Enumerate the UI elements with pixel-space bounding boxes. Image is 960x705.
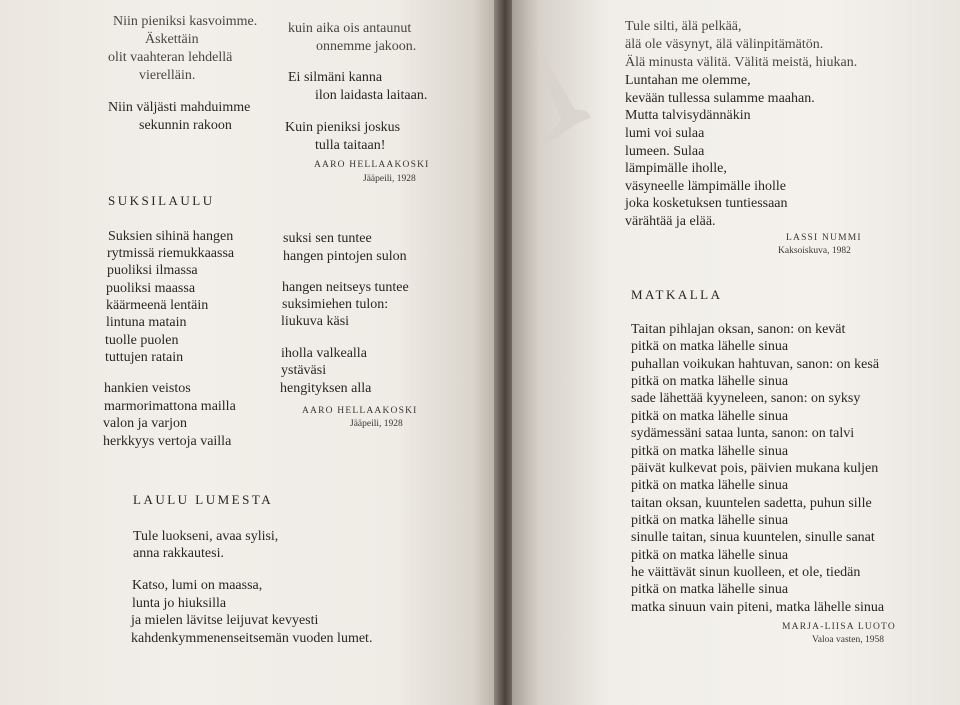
poem-line: ilon laidasta laitaan. [315,88,428,103]
poem-line: taitan oksan, kuuntelen sadetta, puhun sille [631,496,872,511]
poem-line: vierelläin. [139,68,196,83]
poem-line: Suksien sihinä hangen [108,229,234,244]
poem-line: rytmissä riemukkaassa [107,246,235,261]
poem-line: Äskettäin [145,32,199,47]
poem-line: pitkä on matka lähelle sinua [631,409,789,424]
poem-line: he väittävät sinun kuolleen, et ole, tiedän [631,565,861,580]
poem-source: Jääpeili, 1928 [350,419,403,429]
poem-source: Valoa vasten, 1958 [812,635,885,645]
poem-line: pitkä on matka lähelle sinua [631,374,789,389]
poem-line: puoliksi maassa [106,281,196,296]
poem-line: Kuin pieniksi joskus [285,120,401,135]
poem-line: sade lähettää kyyneleen, sanon: on syksy [631,391,861,406]
poem-line: pitkä on matka lähelle sinua [631,548,789,563]
poem-line: tuolle puolen [105,333,179,348]
poem-source: Kaksoiskuva, 1982 [778,246,851,256]
poem-line: Tule luokseni, avaa sylisi, [133,529,279,544]
poem-line: ystäväsi [281,363,327,378]
poem-line: lunta jo hiuksilla [132,596,227,611]
poem-line: tuttujen ratain [105,350,184,365]
poem-line: väsyneelle lämpimälle iholle [625,179,786,194]
poem-line: päivät kulkevat pois, päivien mukana kuljen [631,461,879,476]
poem-line: puhallan voikukan hahtuvan, sanon: on kesä [631,357,880,372]
poem-line: onnemme jakoon. [316,39,417,54]
poem-line: hengityksen alla [280,381,372,396]
poem-line: Katso, lumi on maassa, [132,578,263,593]
poem-line: lämpimälle iholle, [625,161,727,176]
poem-author: MARJA-LIISA LUOTO [782,622,896,632]
poem-line: lumi voi sulaa [625,126,705,141]
poem-line: tulla taitaan! [315,138,386,153]
poem-author: LASSI NUMMI [786,233,862,243]
poem-title: MATKALLA [631,287,723,302]
poem-line: Tule silti, älä pelkää, [625,19,742,34]
poem-line: liukuva käsi [281,314,350,329]
poem-line: lintuna matain [106,315,187,330]
poem-line: sydämessäni sataa lunta, sanon: on talvi [631,426,855,441]
poem-line: käärmeenä lentäin [106,298,209,313]
poem-line: pitkä on matka lähelle sinua [631,339,789,354]
poem-line: sekunnin rakoon [139,118,232,133]
poem-line: herkkyys vertoja vailla [103,434,232,449]
poem-line: hankien veistos [104,381,191,396]
poem-line: valon ja varjon [103,416,187,431]
poem-line: olit vaahteran lehdellä [108,50,233,65]
poem-line: lumeen. Sulaa [625,144,705,159]
poem-line: joka kosketuksen tuntiessaan [625,196,788,211]
poem-source: Jääpeili, 1928 [363,174,416,184]
poem-author: AARO HELLAAKOSKI [314,160,430,170]
poem-line: hangen pintojen sulon [283,249,407,264]
poem-line: marmorimattona mailla [104,399,236,414]
poem-title: SUKSILAULU [108,193,215,208]
poem-line: matka sinuun vain piteni, matka lähelle sinua [631,600,885,615]
poem-line: pitkä on matka lähelle sinua [631,478,789,493]
poem-line: anna rakkautesi. [133,546,224,561]
poem-line: ja mielen lävitse leijuvat kevyesti [131,613,319,628]
poem-line: älä ole väsynyt, älä välinpitämätön. [625,37,824,52]
poem-line: suksi sen tuntee [283,231,372,246]
poem-line: sinulle taitan, sinua kuuntelen, sinulle sanat [631,530,875,545]
poem-line: värähtää ja elää. [625,214,716,229]
poem-line: pitkä on matka lähelle sinua [631,513,789,528]
swallow-bird-icon [505,30,595,170]
poem-line: Taitan pihlajan oksan, sanon: on kevät [631,322,846,337]
poem-line: suksimiehen tulon: [282,297,389,312]
poem-line: hangen neitseys tuntee [282,280,409,295]
poem-line: pitkä on matka lähelle sinua [631,444,789,459]
poem-line: Mutta talvisydännäkin [625,108,751,123]
poem-line: Luntahan me olemme, [625,73,751,88]
poem-line: pitkä on matka lähelle sinua [631,582,789,597]
poem-line: kevään tullessa sulamme maahan. [625,91,815,106]
poem-line: Niin pieniksi kasvoimme. [113,14,258,29]
poem-line: Älä minusta välitä. Välitä meistä, hiukan. [625,55,858,70]
poem-line: Niin väljästi mahduimme [108,100,251,115]
poem-title: LAULU LUMESTA [133,492,274,507]
poem-line: iholla valkealla [281,346,367,361]
poem-author: AARO HELLAAKOSKI [302,406,418,416]
poem-line: Ei silmäni kanna [288,70,383,85]
poem-line: puoliksi ilmassa [107,263,198,278]
poem-line: kahdenkymmenenseitsemän vuoden lumet. [131,631,373,646]
poem-line: kuin aika ois antaunut [288,21,412,36]
